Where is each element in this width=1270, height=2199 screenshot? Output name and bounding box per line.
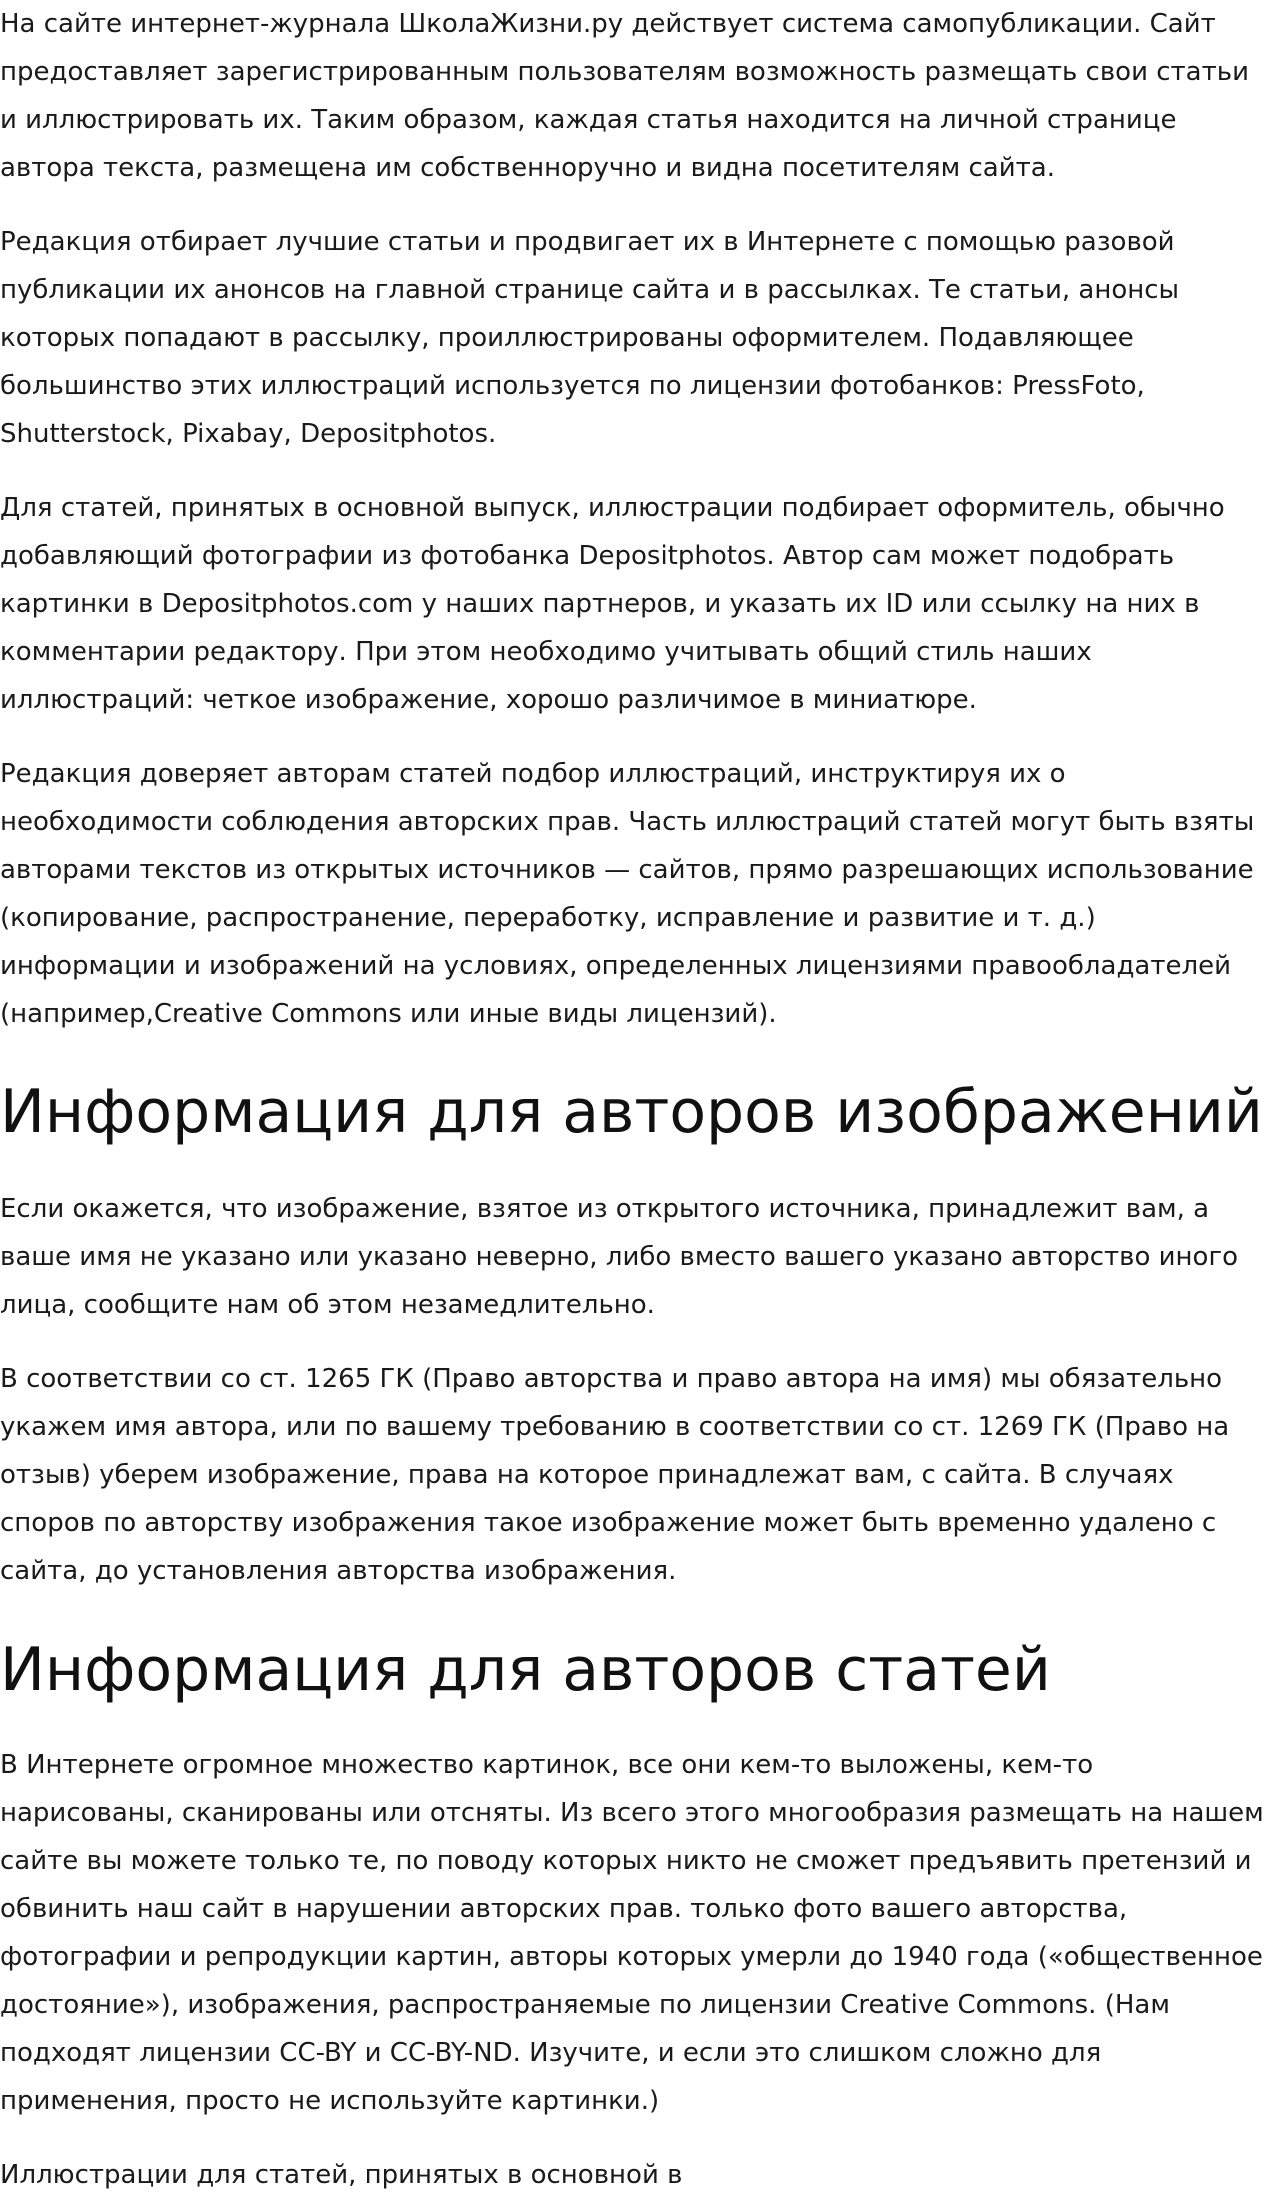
paragraph-editorial-selection: Редакция отбирает лучшие статьи и продвигает их в Интернете с помощью разовой публикации их анонсов на главной странице сайта и в рассылках. Те статьи, анонсы которых попадают в рассылку, проиллюстрированы оформителем. Подавляющее большинство этих иллюстраций используется по лицензии фотобанков: PressFoto, Shutterstock, Pixabay, Depositphotos. — [0, 227, 1180, 449]
paragraph-truncated: Иллюстрации для статей, принятых в основной в — [0, 2160, 683, 2190]
paragraph-author-illustrations: Редакция доверяет авторам статей подбор иллюстраций, инструктируя их о необходимости соблюдения авторских прав. Часть иллюстраций статей могут быть взяты авторами текстов из открытых источников — сайтов, прямо разрешающих использование (копирование, распространение, переработку, исправление и развитие и т. д.) информации и изображений на условиях, определенных лицензиями правообладателей (например,Creative Commons или иные виды лицензий). — [0, 759, 1255, 1029]
paragraph-self-publishing: На сайте интернет-журнала ШколаЖизни.ру действует система самопубликации. Сайт предоставляет зарегистрированным пользователям возможность размещать свои статьи и иллюстрировать их. Таким образом, каждая статья находится на личной странице автора текста, размещена им собственноручно и видна посетителям сайта. — [0, 9, 1249, 183]
paragraph-main-issue-illustrations: Для статей, принятых в основной выпуск, иллюстрации подбирает оформитель, обычно добавляющий фотографии из фотобанка Depositphotos. Автор сам может подобрать картинки в Depositphotos.com у наших партнеров, и указать их ID или ссылку на них в комментарии редактору. При этом необходимо учитывать общий стиль наших иллюстраций: четкое изображение, хорошо различимое в миниатюре. — [0, 493, 1225, 715]
heading-image-authors: Информация для авторов изображений — [0, 1077, 1263, 1147]
paragraph-image-licensing: В Интернете огромное множество картинок, все они кем-то выложены, кем-то нарисованы, сканированы или отсняты. Из всего этого многообразия размещать на нашем сайте вы можете только те, по поводу которых никто не сможет предъявить претензий и обвинить наш сайт в нарушении авторских прав. только фото вашего авторства, фотографии и репродукции картин, авторы которых умерли до 1940 года («общественное достояние»), изображения, распространяемые по лицензии Creative Commons. (Нам подходят лицензии CC-BY и CC-BY-ND. Изучите, и если это слишком сложно для применения, просто не используйте картинки.) — [0, 1750, 1264, 2116]
paragraph-notify-us: Если окажется, что изображение, взятое из открытого источника, принадлежит вам, а ваше имя не указано или указано неверно, либо вместо вашего указано авторство иного лица, сообщите нам об этом незамедлительно. — [0, 1194, 1239, 1320]
paragraph-civil-code: В соответствии со ст. 1265 ГК (Право авторства и право автора на имя) мы обязательно укажем имя автора, или по вашему требованию в соответствии со ст. 1269 ГК (Право на отзыв) уберем изображение, права на которое принадлежат вам, с сайта. В случаях споров по авторству изображения такое изображение может быть временно удалено с сайта, до установления авторства изображения. — [0, 1364, 1230, 1586]
heading-article-authors: Информация для авторов статей — [0, 1635, 1051, 1705]
